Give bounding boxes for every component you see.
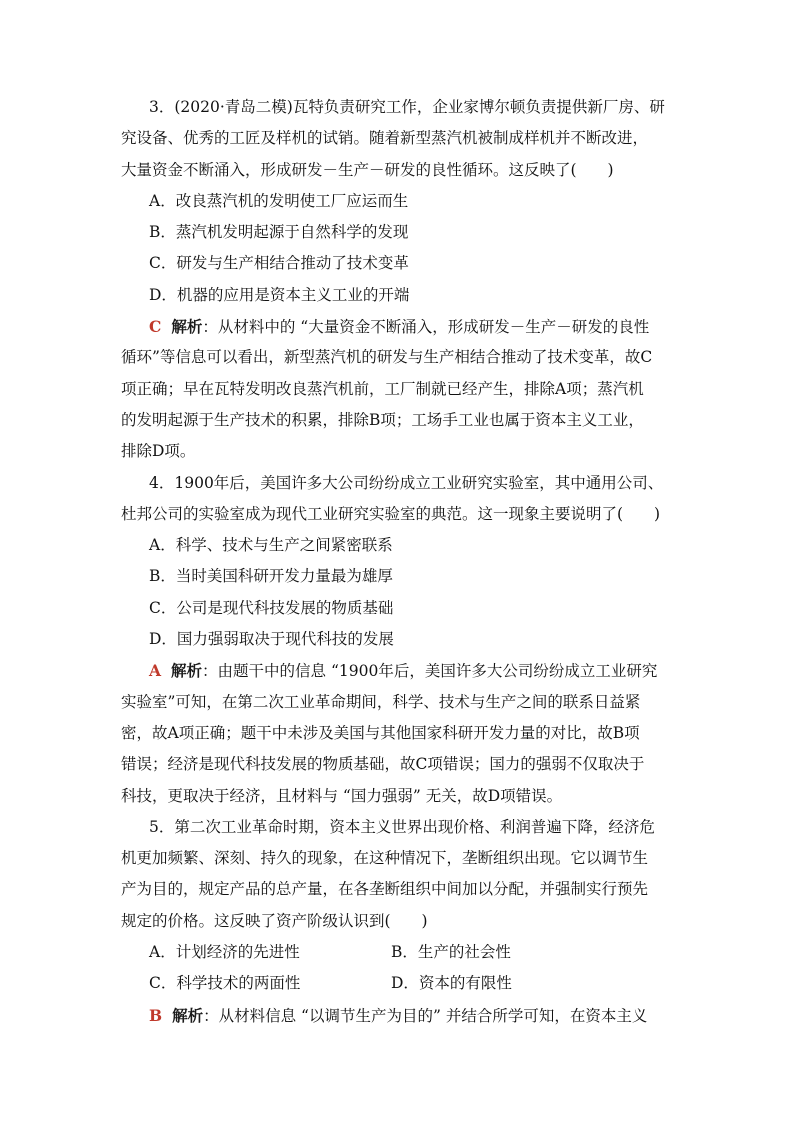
question-5 xyxy=(121,812,677,1031)
analysis-line: 循环”等信息可以看出，新型蒸汽机的研发与生产相结合推动了技术变革，故C xyxy=(121,348,653,367)
question-stem-line: 产为目的，规定产品的总产量，在各垄断组织中间加以分配，并强制实行预先 xyxy=(121,880,649,899)
analysis-line xyxy=(121,655,677,686)
analysis-text: ：从材料信息 “以调节生产为目的” 并结合所学可知，在资本主义 xyxy=(203,1006,648,1025)
option-b: B．生产的社会性 xyxy=(391,943,511,962)
analysis-line xyxy=(121,1000,677,1031)
question-stem-line: 杜邦公司的实验室成为现代工业研究实验室的典范。这一现象主要说明了( ) xyxy=(121,504,661,523)
analysis-text: ：由题干中的信息 “1900年后，美国许多大公司纷纷成立工业研究 xyxy=(202,662,658,681)
option-row xyxy=(121,968,677,999)
answer-letter: C xyxy=(149,317,162,337)
question-stem-line: 究设备、优秀的工匠及样机的试销。随着新型蒸汽机被制成样机并不断改进， xyxy=(121,129,649,148)
analysis-line: 密，故A项正确；题干中未涉及美国与其他国家科研开发力量的对比，故B项 xyxy=(121,723,640,742)
analysis-label: 解析 xyxy=(171,317,203,337)
analysis-text: ：从材料中的 “大量资金不断涌入，形成研发－生产－研发的良性 xyxy=(202,318,650,337)
option-d: D．国力强弱取决于现代科技的发展 xyxy=(149,630,394,649)
option-a: A．改良蒸汽机的发明使工厂应运而生 xyxy=(149,191,409,210)
answer-letter: B xyxy=(149,1005,163,1025)
answer-letter: A xyxy=(149,661,162,681)
analysis-line: 错误；经济是现代科技发展的物质基础，故C项错误；国力的强弱不仅取决于 xyxy=(121,755,645,774)
analysis-line xyxy=(121,311,677,342)
option-c: C．研发与生产相结合推动了技术变革 xyxy=(149,254,409,273)
question-stem-line: 3．(2020·青岛二模)瓦特负责研究工作，企业家博尔顿负责提供新厂房、研 xyxy=(149,98,665,116)
question-stem-line: 4．1900年后，美国许多大公司纷纷成立工业研究实验室，其中通用公司、 xyxy=(149,473,664,492)
analysis-line: 科技，更取决于经济，且材料与 “国力强弱” 无关，故D项错误。 xyxy=(121,786,563,805)
analysis-label: 解析 xyxy=(172,1005,204,1025)
question-stem-line: 大量资金不断涌入，形成研发－生产－研发的良性循环。这反映了( ) xyxy=(121,160,614,179)
option-b: B．当时美国科研开发力量最为雄厚 xyxy=(149,567,393,586)
document-page xyxy=(121,92,677,1031)
option-b: B．蒸汽机发明起源于自然科学的发现 xyxy=(149,223,409,242)
option-row xyxy=(121,937,677,968)
analysis-line: 实验室”可知，在第二次工业革命期间，科学、技术与生产之间的联系日益紧 xyxy=(121,692,641,711)
question-stem-line: 规定的价格。这反映了资产阶级认识到( ) xyxy=(121,911,428,930)
question-stem-line: 机更加频繁、深刻、持久的现象，在这种情况下，垄断组织出现。它以调节生 xyxy=(121,849,649,868)
question-3 xyxy=(121,92,677,468)
option-a: A．科学、技术与生产之间紧密联系 xyxy=(149,536,393,555)
question-stem-line: 5．第二次工业革命时期，资本主义世界出现价格、利润普遍下降，经济危 xyxy=(149,817,655,836)
question-4 xyxy=(121,468,677,812)
analysis-line: 的发明起源于生产技术的积累，排除B项；工场手工业也属于资本主义工业， xyxy=(121,410,644,429)
analysis-line: 排除D项。 xyxy=(121,442,196,461)
option-c: C．科学技术的两面性 xyxy=(149,974,301,993)
option-d: D．机器的应用是资本主义工业的开端 xyxy=(149,285,410,304)
option-d: D．资本的有限性 xyxy=(391,974,512,993)
analysis-label: 解析 xyxy=(171,661,203,681)
option-c: C．公司是现代科技发展的物质基础 xyxy=(149,598,394,617)
option-a: A．计划经济的先进性 xyxy=(149,943,300,962)
analysis-line: 项正确；早在瓦特发明改良蒸汽机前，工厂制就已经产生，排除A项；蒸汽机 xyxy=(121,379,644,398)
